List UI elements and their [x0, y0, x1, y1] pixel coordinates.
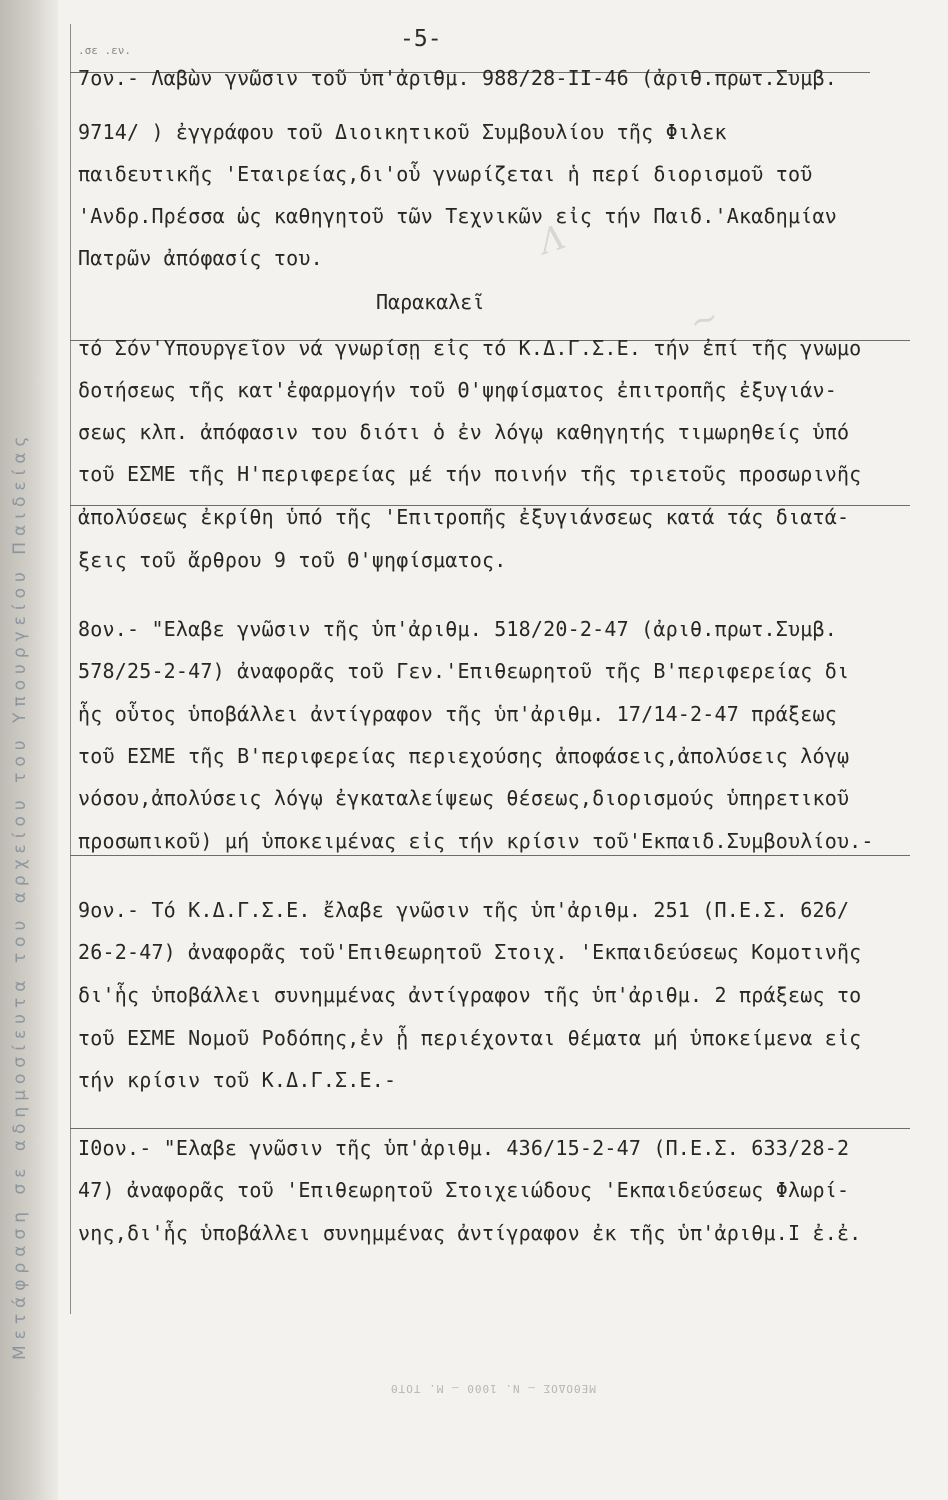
line-21: τοῦ ΕΣΜΕ Νομοῦ Ροδόπης,ἐν ᾗ περιέχονται θέματα μή ὑποκείμενα εἰς	[78, 1026, 862, 1050]
line-23: Ι0ον.- "Ελαβε γνῶσιν τῆς ὑπ'ἀριθμ. 436/15-2-47 (Π.Ε.Σ. 633/28-2	[78, 1136, 850, 1160]
rule-line-4	[70, 855, 910, 856]
faint-signature-mark: Λ	[534, 217, 571, 263]
line-15: τοῦ ΕΣΜΕ τῆς Β'περιφερείας περιεχούσης ἀποφάσεις,ἀπολύσεις λόγῳ	[78, 744, 850, 768]
line-12: 8ον.- "Ελαβε γνῶσιν τῆς ὑπ'ἀριθμ. 518/20-2-47 (ἀριθ.πρωτ.Συμβ.	[78, 617, 837, 641]
top-margin-note: .σε .εν.	[78, 44, 131, 57]
faint-footer-stamp: ΜΕΘΟΔΟΣ — Ν. 1000 — Μ. ΤΟΤΘ	[390, 1382, 596, 1395]
line-9: τοῦ ΕΣΜΕ τῆς Η'περιφερείας μέ τήν ποινήν τῆς τριετοῦς προσωρινῆς	[78, 462, 862, 486]
line-1: 7ον.- Λαβὼν γνῶσιν τοῦ ὑπ'ἀριθμ. 988/28-ΙΙ-46 (ἀριθ.πρωτ.Συμβ.	[78, 66, 837, 90]
line-14: ἧς οὗτος ὑποβάλλει ἀντίγραφον τῆς ὑπ'ἀριθμ. 17/14-2-47 πράξεως	[78, 702, 837, 726]
rule-line-5	[70, 1128, 910, 1129]
section-heading: Παρακαλεῖ	[376, 290, 485, 314]
line-20: δι'ἧς ὑποβάλλει συνημμένας ἀντίγραφον τῆς ὑπ'ἀριθμ. 2 πράξεως το	[78, 983, 862, 1007]
line-18: 9ον.- Τό Κ.Δ.Γ.Σ.Ε. ἔλαβε γνῶσιν τῆς ὑπ'ἀριθμ. 251 (Π.Ε.Σ. 626/	[78, 898, 850, 922]
line-2: 9714/ ) ἐγγράφου τοῦ Διοικητικοῦ Συμβουλίου τῆς Φιλεκ	[78, 120, 727, 144]
line-11: ξεις τοῦ ἄρθρου 9 τοῦ Θ'ψηφίσματος.	[78, 548, 507, 572]
line-6: τό Σόν'Υπουργεῖον νά γνωρίσῃ εἰς τό Κ.Δ.Γ.Σ.Ε. τήν ἐπί τῆς γνωμο	[78, 336, 862, 360]
line-24: 47) ἀναφορᾶς τοῦ 'Επιθεωρητοῦ Στοιχειώδους 'Εκπαιδεύσεως Φλωρί-	[78, 1178, 850, 1202]
line-4: 'Ανδρ.Πρέσσα ὡς καθηγητοῦ τῶν Τεχνικῶν εἰς τήν Παιδ.'Ακαδημίαν	[78, 204, 837, 228]
line-7: δοτήσεως τῆς κατ'ἐφαρμογήν τοῦ Θ'ψηφίσματος ἐπιτροπῆς ἐξυγιάν-	[78, 378, 837, 402]
line-13: 578/25-2-47) ἀναφορᾶς τοῦ Γεν.'Επιθεωρητοῦ τῆς Β'περιφερείας δι	[78, 659, 850, 683]
line-16: νόσου,ἀπολύσεις λόγῳ ἐγκαταλείψεως θέσεως,διορισμούς ὑπηρετικοῦ	[78, 786, 850, 810]
line-8: σεως κλπ. ἀπόφασιν του διότι ὁ ἐν λόγῳ καθηγητής τιμωρηθείς ὑπό	[78, 420, 850, 444]
line-3: παιδευτικῆς 'Εταιρείας,δι'οὗ γνωρίζεται ἡ περί διορισμοῦ τοῦ	[78, 162, 813, 186]
line-5: Πατρῶν ἀπόφασίς του.	[78, 246, 323, 270]
page-number: -5-	[400, 26, 442, 52]
line-22: τήν κρίσιν τοῦ Κ.Δ.Γ.Σ.Ε.-	[78, 1068, 397, 1092]
line-25: νης,δι'ἧς ὑποβάλλει συνημμένας ἀντίγραφον ἐκ τῆς ὑπ'ἀριθμ.Ι ἐ.ἐ.	[78, 1221, 862, 1245]
line-10: ἀπολύσεως ἐκρίθη ὑπό τῆς 'Επιτροπῆς ἐξυγιάνσεως κατά τάς διατά-	[78, 505, 850, 529]
left-margin-line	[70, 24, 71, 1314]
line-17: προσωπικοῦ) μή ὑποκειμένας εἰς τήν κρίσιν τοῦ'Εκπαιδ.Συμβουλίου.-	[78, 829, 874, 853]
faint-signature-mark-2: ~	[684, 296, 724, 344]
left-edge-stamp-text: Μετάφραση σε αδημοσίευτα του αρχείου του Υπουργείου Παιδείας	[10, 430, 30, 1360]
line-19: 26-2-47) ἀναφορᾶς τοῦ'Επιθεωρητοῦ Στοιχ. 'Εκπαιδεύσεως Κομοτινῆς	[78, 940, 862, 964]
